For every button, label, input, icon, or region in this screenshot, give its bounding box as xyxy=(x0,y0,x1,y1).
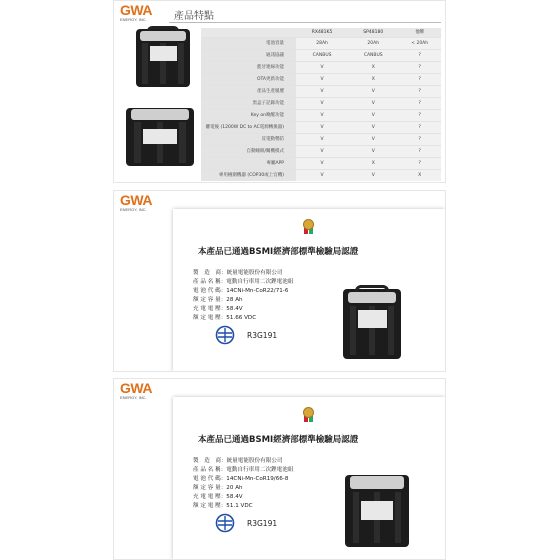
feature-table xyxy=(201,28,441,181)
header-sp48180: SP48180 xyxy=(348,28,398,37)
title-divider xyxy=(169,22,441,23)
cert-panel-28ah xyxy=(113,190,446,372)
logo-subtext: ENERGY, INC. xyxy=(120,207,147,212)
cert-line: 製 造 商：統量電能股份有限公司 xyxy=(193,458,283,464)
table-row: 專屬APP V X ? xyxy=(201,157,441,169)
table-row: 藍牙連線功能 V X ? xyxy=(201,61,441,73)
table-row: Key on喚醒功能 V V ? xyxy=(201,109,441,121)
product-image-rx481k5 xyxy=(136,29,190,87)
table-row: 反電動勢防 V V ? xyxy=(201,133,441,145)
cert-title: 本產品已通過BSMI經濟部標準檢驗局認證 xyxy=(198,435,359,445)
bsmi-code: R3G191 xyxy=(247,331,278,340)
bsmi-mark-icon xyxy=(215,325,235,345)
logo-text: GWA xyxy=(120,380,152,396)
product-image-rx481k5 xyxy=(343,289,401,359)
table-row: 專用檢測機器 (COP30或上官機) V V X xyxy=(201,169,441,181)
bsmi-mark-icon xyxy=(215,513,235,533)
logo-subtext: ENERGY, INC. xyxy=(120,17,147,22)
cert-line: 額 定 電 壓：51.66 VDC xyxy=(193,315,257,321)
logo-text: GWA xyxy=(120,192,152,208)
cert-line: 電 池 代 碼：14CNi-Mn-CoR22/71-6 xyxy=(193,288,289,294)
brand-logo xyxy=(120,193,152,212)
logo-text: GWA xyxy=(120,2,152,18)
brand-logo xyxy=(120,381,152,400)
cert-line: 製 造 商：統量電能股份有限公司 xyxy=(193,270,283,276)
feature-panel xyxy=(113,0,446,183)
table-row: 黑盒子記錄功能 V V ? xyxy=(201,97,441,109)
table-row: OTA更新功能 V X ? xyxy=(201,73,441,85)
header-rx481k5: RX481K5 xyxy=(296,28,348,37)
table-header xyxy=(201,28,441,37)
cert-line: 額 定 電 壓：51.1 VDC xyxy=(193,503,253,509)
section-title: 產品特點 xyxy=(174,11,214,22)
bsmi-code: R3G191 xyxy=(247,519,278,528)
cert-line: 充 電 電 壓：58.4V xyxy=(193,306,243,312)
table-row: 自動睡眠/關機模式 V V ? xyxy=(201,145,441,157)
cert-line: 產 品 名 稱：電動自行車用二次鋰電池組 xyxy=(193,467,294,473)
cert-line: 額 定 容 量：28 Ah xyxy=(193,297,243,303)
cert-details xyxy=(193,269,293,323)
product-image-sp48180 xyxy=(126,108,194,166)
product-image-sp48180 xyxy=(345,475,409,547)
table-row: 離電後 (1200W DC to AC電源轉換器) V V ? xyxy=(201,121,441,133)
brand-logo xyxy=(120,3,152,22)
table-row: 電池容量 28Ah 20Ah < 20Ah xyxy=(201,37,441,49)
cert-card xyxy=(173,209,445,372)
cert-line: 產 品 名 稱：電動自行車用二次鋰電池組 xyxy=(193,279,294,285)
cert-panel-20ah xyxy=(113,378,446,560)
header-blank xyxy=(201,28,296,37)
logo-subtext: ENERGY, INC. xyxy=(120,395,147,400)
cert-line: 充 電 電 壓：58.4V xyxy=(193,494,243,500)
medal-icon xyxy=(302,219,315,234)
header-other: 他牌 xyxy=(398,28,441,37)
table-row: 產品生產履歷 V V ? xyxy=(201,85,441,97)
cert-line: 額 定 容 量：20 Ah xyxy=(193,485,243,491)
cert-title: 本產品已通過BSMI經濟部標準檢驗局認證 xyxy=(198,247,359,257)
cert-details xyxy=(193,457,293,511)
medal-icon xyxy=(302,407,315,422)
table-row: 通訊協議 CANBUS CANBUS ? xyxy=(201,49,441,61)
cert-card xyxy=(173,397,445,560)
cert-line: 電 池 代 碼：14CNi-Mn-CoR19/66-8 xyxy=(193,476,289,482)
